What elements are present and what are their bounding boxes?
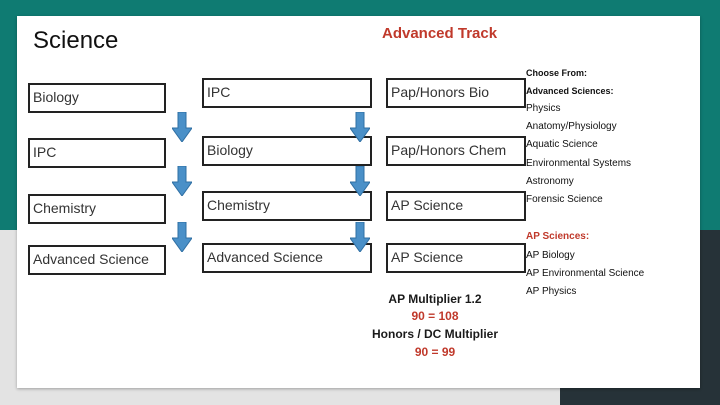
ap-multiplier-value: 90 = 108 [411, 309, 459, 323]
col1-box-1: Biology [28, 83, 166, 113]
advanced-science-item: Astronomy [526, 176, 574, 187]
col1-box-3: Chemistry [28, 194, 166, 224]
col3-box-2: Pap/Honors Chem [386, 136, 526, 166]
col2-box-2: Biology [202, 136, 372, 166]
down-arrow-icon [172, 166, 192, 196]
page-title: Science [33, 27, 119, 54]
down-arrow-icon [172, 112, 192, 142]
advanced-science-item: Environmental Systems [526, 158, 632, 169]
advanced-science-item: Physics [526, 103, 561, 114]
advanced-sciences-heading: Advanced Sciences: [526, 86, 614, 96]
col1-box-4: Advanced Science [28, 245, 166, 275]
advanced-science-item: Forensic Science [526, 194, 603, 205]
col3-box-4: AP Science [386, 243, 526, 273]
down-arrow-icon [350, 112, 370, 142]
col3-box-3: AP Science [386, 191, 526, 221]
advanced-science-item: Anatomy/Physiology [526, 121, 617, 132]
ap-sciences-heading: AP Sciences: [526, 231, 590, 242]
ap-science-item: AP Biology [526, 250, 575, 261]
choose-from-heading: Choose From: [526, 68, 588, 78]
ap-science-item: AP Environmental Science [526, 268, 645, 279]
col2-box-4: Advanced Science [202, 243, 372, 273]
col1-box-2: IPC [28, 138, 166, 168]
col2-box-3: Chemistry [202, 191, 372, 221]
ap-multiplier-label: AP Multiplier 1.2 [388, 292, 482, 306]
advanced-track-title: Advanced Track [382, 25, 498, 42]
col3-box-1: Pap/Honors Bio [386, 78, 526, 108]
honors-multiplier-label: Honors / DC Multiplier [372, 327, 498, 341]
ap-science-item: AP Physics [526, 286, 577, 297]
down-arrow-icon [172, 222, 192, 252]
advanced-science-item: Aquatic Science [526, 139, 598, 150]
down-arrow-icon [350, 222, 370, 252]
honors-multiplier-value: 90 = 99 [414, 345, 456, 359]
down-arrow-icon [350, 166, 370, 196]
col2-box-1: IPC [202, 78, 372, 108]
